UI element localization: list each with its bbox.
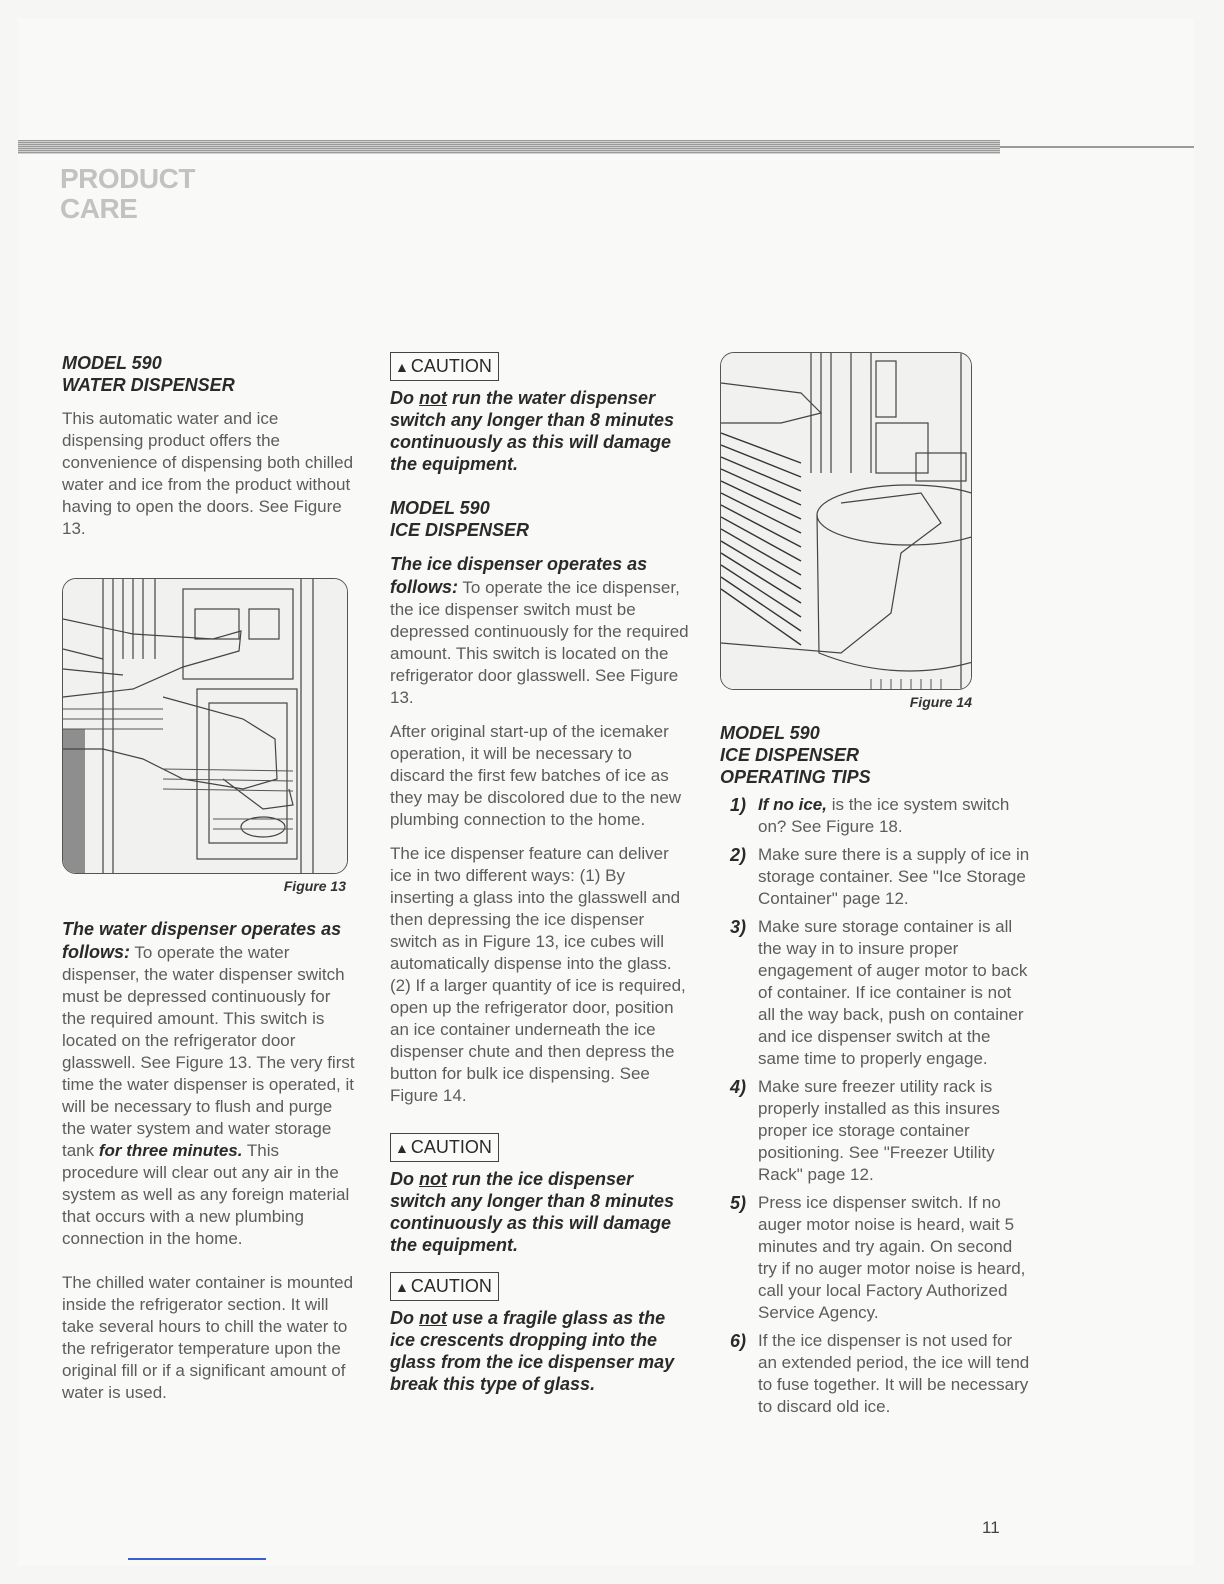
tip-item	[720, 1192, 1030, 1324]
warning-triangle-icon: ▲	[395, 359, 409, 375]
caution-3-pre: Do	[390, 1308, 414, 1328]
caution-label-2	[390, 1133, 499, 1162]
caution-label-3	[390, 1272, 499, 1301]
caution-3-text	[390, 1307, 690, 1395]
tip-lead: If no ice,	[758, 795, 827, 814]
tip-number: 5)	[730, 1193, 747, 1213]
caution-2-text	[390, 1168, 690, 1256]
tips-heading-line1: MODEL 590	[720, 723, 820, 743]
figure-14	[720, 352, 972, 690]
caution-label-3-text: CAUTION	[410, 1276, 492, 1296]
tip-item	[720, 916, 1030, 1070]
caution-1-underlined: not	[419, 388, 447, 408]
tip-text: Press ice dispenser switch. If no auger motor noise is heard, wait 5 minutes and try again. On second try if no auger motor noise is heard, call your local Factory Authorized Service Agency.	[758, 1193, 1026, 1322]
tips-heading-line3: OPERATING TIPS	[720, 767, 871, 787]
tip-number: 1)	[730, 795, 747, 815]
tip-item	[720, 844, 1030, 910]
caution-label-2-text: CAUTION	[410, 1137, 492, 1157]
tip-text: is the ice system switch on? See Figure 18.	[758, 795, 1010, 836]
figure-13	[62, 578, 348, 874]
water-operates-body-2: This procedure will clear out any air in the system as well as any foreign material that occurs with a new plumbing connection in the home.	[62, 1141, 350, 1248]
column-operating-tips	[720, 352, 1030, 1424]
tip-number: 4)	[730, 1077, 747, 1097]
water-operates-body-1: To operate the water dispenser, the water dispenser switch must be depressed continuously for the required amount. This switch is located on the refrigerator door glasswell. See Figure 13. The very first time the water dispenser is operated, it will be necessary to flush and purge the water system and water storage tank	[62, 943, 355, 1160]
tip-text: Make sure freezer utility rack is properly installed as this insures proper ice storage container positioning. See "Freezer Utility Rack" page 12.	[758, 1077, 1000, 1184]
header-rule	[18, 140, 1000, 154]
caution-3-underlined: not	[419, 1308, 447, 1328]
ice-dispenser-heading	[390, 497, 690, 541]
water-operates-paragraph	[62, 918, 358, 1250]
ice-heading-line2: ICE DISPENSER	[390, 520, 530, 540]
caution-label-1-text: CAUTION	[410, 356, 492, 376]
tip-text: Make sure storage container is all the way in to insure proper engagement of auger motor to back of container. If ice container is not all the way back, push on container and ice dispenser switch at the same time to properly engage.	[758, 917, 1028, 1068]
caution-2-pre: Do	[390, 1169, 414, 1189]
tip-text: Make sure there is a supply of ice in storage container. See "Ice Storage Container" page 12.	[758, 845, 1030, 908]
header-rule-thin	[1000, 146, 1194, 148]
warning-triangle-icon: ▲	[395, 1279, 409, 1295]
column-water-dispenser	[62, 352, 358, 1404]
ice-feature-paragraph: The ice dispenser feature can deliver ice in two different ways: (1) By inserting a glass into the glasswell and then depressing the ice dispenser switch as in Figure 13, ice cubes will automatically dispense into the glass. (2) If a larger quantity of ice is required, open up the refrigerator door, position an ice container underneath the ice dispenser chute and then depress the button for bulk ice dispensing. See Figure 14.	[390, 844, 686, 1105]
ice-startup-paragraph: After original start-up of the icemaker operation, it will be necessary to discard the first few batches of ice as they may be discolored due to the new plumbing connection to the home.	[390, 722, 682, 829]
ice-heading-line1: MODEL 590	[390, 498, 490, 518]
water-dispenser-heading	[62, 352, 358, 396]
tip-item	[720, 794, 1030, 838]
figure-13-caption: Figure 13	[283, 878, 346, 894]
caution-2-post: run the ice dispenser switch any longer than 8 minutes continuously as this will damage the equipment.	[390, 1169, 675, 1255]
tip-item	[720, 1076, 1030, 1186]
tips-heading	[720, 722, 1030, 788]
figure-13-illustration	[63, 579, 347, 873]
page-number: 11	[982, 1518, 1000, 1537]
caution-3-post: use a fragile glass as the ice crescents dropping into the glass from the ice dispenser may break this type of glass.	[390, 1308, 675, 1394]
tip-number: 2)	[730, 845, 747, 865]
water-operates-emph: for three minutes.	[98, 1141, 243, 1160]
tip-number: 6)	[730, 1331, 747, 1351]
caution-1-pre: Do	[390, 388, 414, 408]
figure-14-caption: Figure 14	[909, 694, 972, 710]
water-heading-line2: WATER DISPENSER	[62, 375, 235, 395]
water-operates-lead: The water dispenser operates as follows:	[62, 919, 342, 962]
water-heading-line1: MODEL 590	[62, 353, 162, 373]
section-title	[60, 164, 195, 224]
warning-triangle-icon: ▲	[395, 1140, 409, 1156]
section-title-line2: CARE	[60, 193, 138, 224]
chilled-water-paragraph: The chilled water container is mounted inside the refrigerator section. It will take several hours to chill the water to the refrigerator temperature upon the original fill or if a significant amount of water is used.	[62, 1273, 354, 1402]
bottom-accent-line	[128, 1558, 266, 1560]
caution-1-post: run the water dispenser switch any longer than 8 minutes continuously as this will damage the equipment.	[390, 388, 675, 474]
caution-1-text	[390, 387, 690, 475]
column-ice-dispenser	[390, 352, 690, 1395]
tip-number: 3)	[730, 917, 747, 937]
tip-item	[720, 1330, 1030, 1418]
caution-2-underlined: not	[419, 1169, 447, 1189]
tips-list	[720, 794, 1030, 1418]
figure-14-illustration	[721, 353, 971, 689]
caution-label-1	[390, 352, 499, 381]
tip-text: If the ice dispenser is not used for an extended period, the ice will tend to fuse together. It will be necessary to discard old ice.	[758, 1331, 1030, 1416]
ice-operates-lead: The ice dispenser operates as follows:	[390, 554, 648, 597]
water-intro: This automatic water and ice dispensing product offers the convenience of dispensing both chilled water and ice from the product without having to open the doors. See Figure 13.	[62, 409, 354, 538]
ice-operates-paragraph	[390, 553, 690, 709]
tips-heading-line2: ICE DISPENSER	[720, 745, 860, 765]
ice-operates-body: To operate the ice dispenser, the ice dispenser switch must be depressed continuously for the required amount. This switch is located on the refrigerator door glasswell. See Figure 13.	[390, 578, 689, 707]
section-title-line1: PRODUCT	[60, 163, 195, 194]
